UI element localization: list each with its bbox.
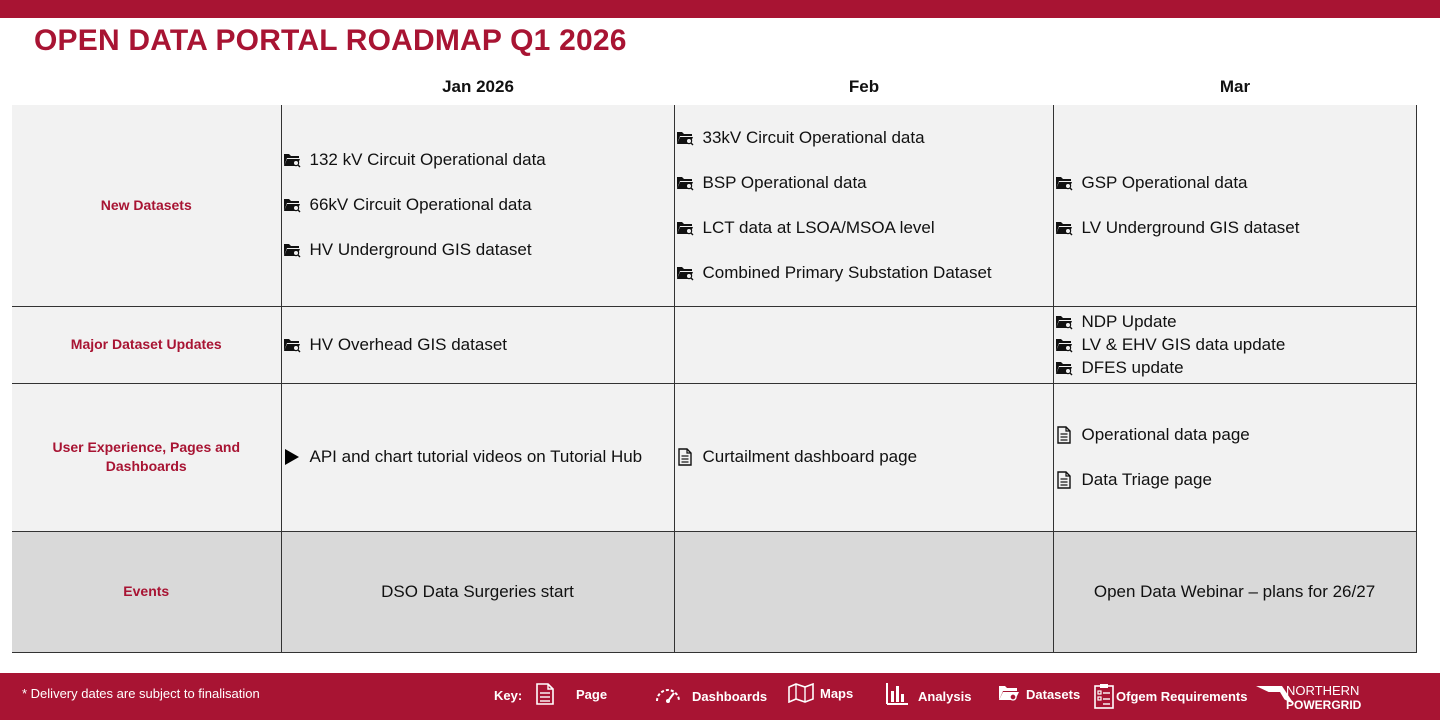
table-row-new-datasets xyxy=(12,105,1416,306)
row-label-events: Events xyxy=(12,531,281,652)
event-feb xyxy=(674,531,1053,652)
item-label: HV Underground GIS dataset xyxy=(309,240,532,260)
item-label: DFES update xyxy=(1081,357,1184,377)
key-label-page: Page xyxy=(576,686,608,702)
cell-major-updates-mar xyxy=(1053,306,1416,383)
event-jan: DSO Data Surgeries start xyxy=(281,531,674,652)
list-item xyxy=(675,447,1053,467)
dataset-folder-icon xyxy=(998,683,1020,703)
cell-ux-jan xyxy=(281,383,674,531)
list-item xyxy=(282,335,674,355)
dataset-folder-icon xyxy=(282,150,302,170)
play-icon xyxy=(282,447,302,467)
list-item xyxy=(1054,425,1416,445)
table-row-user-experience xyxy=(12,383,1416,531)
dataset-folder-icon xyxy=(1054,312,1074,332)
row-label-user-experience: User Experience, Pages and Dashboards xyxy=(12,383,281,531)
dataset-folder-icon xyxy=(1054,218,1074,238)
key-label-dashboards: Dashboards xyxy=(692,689,768,704)
item-label: 33kV Circuit Operational data xyxy=(702,127,925,147)
item-label: Curtailment dashboard page xyxy=(702,447,918,466)
northern-powergrid-logo xyxy=(1256,682,1386,712)
key-label-analysis: Analysis xyxy=(918,688,972,704)
item-label: Combined Primary Substation Dataset xyxy=(702,262,992,282)
cell-ux-feb xyxy=(674,383,1053,531)
item-label: LCT data at LSOA/MSOA level xyxy=(702,217,935,237)
dataset-folder-icon xyxy=(282,335,302,355)
item-label: API and chart tutorial videos on Tutorial Hub xyxy=(309,447,643,466)
svg-text:NORTHERN: NORTHERN xyxy=(1286,683,1360,698)
dataset-folder-icon xyxy=(282,195,302,215)
page-icon xyxy=(536,683,554,705)
list-item xyxy=(282,195,674,215)
dataset-folder-icon xyxy=(1054,358,1074,378)
key-item-ofgem xyxy=(1094,683,1247,709)
item-label: Operational data page xyxy=(1081,424,1250,444)
list-item xyxy=(675,218,1053,238)
page-title: OPEN DATA PORTAL ROADMAP Q1 2026 xyxy=(34,24,627,57)
item-label: Data Triage page xyxy=(1081,469,1212,489)
item-label: LV Underground GIS dataset xyxy=(1081,217,1300,237)
table-row-major-dataset-updates xyxy=(12,306,1416,383)
page-icon xyxy=(1054,425,1074,445)
dataset-folder-icon xyxy=(1054,335,1074,355)
dataset-folder-icon xyxy=(675,173,695,193)
dataset-folder-icon xyxy=(675,263,695,283)
key-label-datasets: Datasets xyxy=(1026,686,1081,702)
table-row-events xyxy=(12,531,1416,652)
bar-chart-icon xyxy=(886,683,908,705)
cell-major-updates-jan xyxy=(281,306,674,383)
list-item xyxy=(1054,312,1416,332)
list-item xyxy=(282,447,674,467)
list-item xyxy=(282,240,674,260)
roadmap-table xyxy=(12,105,1417,653)
cell-major-updates-feb xyxy=(674,306,1053,383)
item-label: BSP Operational data xyxy=(702,172,867,192)
row-label-new-datasets: New Datasets xyxy=(12,105,281,306)
list-item xyxy=(1054,335,1416,355)
gauge-icon xyxy=(654,684,682,704)
column-header-mar: Mar xyxy=(1219,77,1251,96)
top-accent-bar xyxy=(0,0,1440,18)
key-label-maps: Maps xyxy=(820,685,854,701)
key-item-analysis xyxy=(886,683,971,705)
page-icon xyxy=(675,447,695,467)
list-item xyxy=(1054,470,1416,490)
key-item-dashboards xyxy=(654,683,767,704)
list-item xyxy=(675,128,1053,148)
item-label: NDP Update xyxy=(1081,311,1177,331)
item-label: 132 kV Circuit Operational data xyxy=(309,150,546,170)
dataset-folder-icon xyxy=(675,218,695,238)
key-item-page xyxy=(536,683,607,705)
dataset-folder-icon xyxy=(675,128,695,148)
cell-ux-mar xyxy=(1053,383,1416,531)
cell-new-datasets-feb xyxy=(674,105,1053,306)
list-item xyxy=(1054,173,1416,193)
item-label: LV & EHV GIS data update xyxy=(1081,334,1286,354)
cell-new-datasets-mar xyxy=(1053,105,1416,306)
list-item xyxy=(282,150,674,170)
svg-text:POWERGRID: POWERGRID xyxy=(1286,698,1362,712)
item-label: 66kV Circuit Operational data xyxy=(309,195,532,215)
event-mar: Open Data Webinar – plans for 26/27 xyxy=(1053,531,1416,652)
list-item xyxy=(1054,218,1416,238)
page-icon xyxy=(1054,470,1074,490)
column-header-jan: Jan 2026 xyxy=(442,77,514,96)
footer-bar xyxy=(0,673,1440,720)
cell-new-datasets-jan xyxy=(281,105,674,306)
map-icon xyxy=(788,683,814,703)
key-item-datasets xyxy=(998,683,1080,703)
item-label: GSP Operational data xyxy=(1081,172,1248,192)
item-label: HV Overhead GIS dataset xyxy=(309,334,507,354)
key-label-ofgem: Ofgem Requirements xyxy=(1116,688,1248,704)
clipboard-icon xyxy=(1094,683,1114,709)
list-item xyxy=(675,173,1053,193)
dataset-folder-icon xyxy=(1054,173,1074,193)
delivery-footnote: * Delivery dates are subject to finalisation xyxy=(22,686,260,701)
key-label: Key: xyxy=(494,688,523,703)
key-item-maps xyxy=(788,683,853,703)
list-item xyxy=(1054,358,1416,378)
dataset-folder-icon xyxy=(282,240,302,260)
list-item xyxy=(675,263,1053,283)
row-label-major-dataset-updates: Major Dataset Updates xyxy=(12,306,281,383)
column-header-feb: Feb xyxy=(848,77,880,96)
